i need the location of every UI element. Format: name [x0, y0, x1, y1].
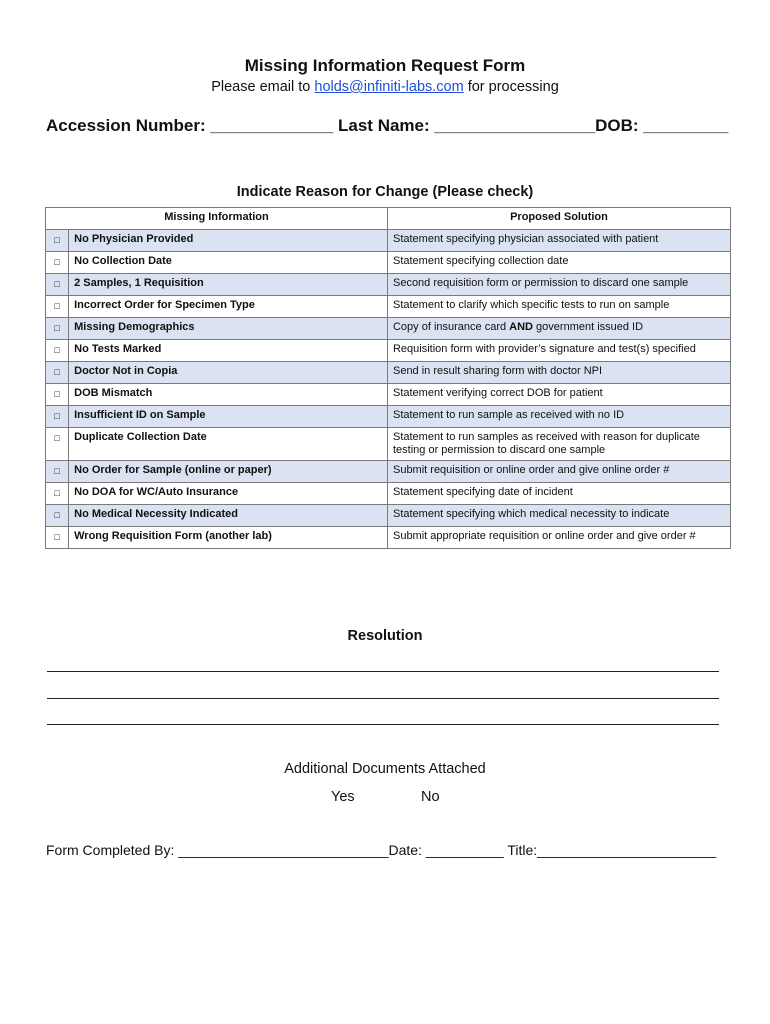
checkbox[interactable]: □ — [46, 384, 69, 406]
checkbox[interactable]: □ — [46, 274, 69, 296]
table-row — [46, 461, 731, 483]
yes-option[interactable]: Yes — [331, 789, 355, 805]
missing-information-cell: Duplicate Collection Date — [69, 428, 388, 461]
missing-information-cell: DOB Mismatch — [69, 384, 388, 406]
solution-emphasis: AND — [509, 321, 533, 333]
proposed-solution-cell: Statement to clarify which specific tests to run on sample — [387, 296, 730, 318]
missing-information-cell: No Medical Necessity Indicated — [69, 505, 388, 527]
missing-information-cell: Insufficient ID on Sample — [69, 406, 388, 428]
proposed-solution-cell: Second requisition form or permission to discard one sample — [387, 274, 730, 296]
table-row — [46, 527, 731, 549]
solution-text: government issued ID — [533, 321, 644, 333]
missing-information-cell: No Physician Provided — [69, 230, 388, 252]
missing-information-cell: Wrong Requisition Form (another lab) — [69, 527, 388, 549]
table-row — [46, 362, 731, 384]
missing-information-cell: Doctor Not in Copia — [69, 362, 388, 384]
checkbox[interactable]: □ — [46, 406, 69, 428]
proposed-solution-cell: Statement specifying physician associated with patient — [387, 230, 730, 252]
table-row — [46, 318, 731, 340]
table-row — [46, 483, 731, 505]
proposed-solution-cell: Requisition form with provider’s signature and test(s) specified — [387, 340, 730, 362]
table-row — [46, 505, 731, 527]
checkbox[interactable]: □ — [46, 483, 69, 505]
proposed-solution-cell: Send in result sharing form with doctor NPI — [387, 362, 730, 384]
proposed-solution-cell: Statement specifying date of incident — [387, 483, 730, 505]
checkbox[interactable]: □ — [46, 461, 69, 483]
missing-information-cell: No Order for Sample (online or paper) — [69, 461, 388, 483]
solution-text: Copy of insurance card — [392, 321, 510, 333]
table-row — [46, 428, 731, 461]
checkbox[interactable]: □ — [46, 505, 69, 527]
accession-line[interactable]: Accession Number: _____________ Last Name: _________________DOB: _________ — [46, 116, 729, 135]
table-row — [46, 274, 731, 296]
subtitle-prefix: Please email to — [211, 79, 315, 95]
no-option[interactable]: No — [421, 789, 440, 805]
missing-information-cell: No Tests Marked — [69, 340, 388, 362]
table-row — [46, 384, 731, 406]
resolution-heading: Resolution — [347, 628, 423, 644]
missing-information-cell: No Collection Date — [69, 252, 388, 274]
proposed-solution-cell: Statement to run samples as received with reason for duplicate testing or permission to discard one sample — [387, 428, 730, 461]
proposed-solution-cell: Statement to run sample as received with no ID — [387, 406, 730, 428]
resolution-line[interactable] — [47, 724, 719, 725]
checkbox[interactable]: □ — [46, 230, 69, 252]
missing-information-cell: No DOA for WC/Auto Insurance — [69, 483, 388, 505]
missing-information-cell: 2 Samples, 1 Requisition — [69, 274, 388, 296]
table-row — [46, 296, 731, 318]
proposed-solution-cell — [387, 318, 730, 340]
reasons-body — [46, 230, 731, 549]
checkbox[interactable]: □ — [46, 362, 69, 384]
form-subtitle — [0, 79, 770, 95]
reason-heading: Indicate Reason for Change (Please check) — [236, 184, 534, 200]
resolution-line[interactable] — [47, 698, 719, 699]
column-header-missing-information: Missing Information — [46, 208, 388, 230]
checkbox[interactable]: □ — [46, 340, 69, 362]
subtitle-suffix: for processing — [463, 79, 559, 95]
proposed-solution-cell: Statement specifying collection date — [387, 252, 730, 274]
checkbox[interactable]: □ — [46, 318, 69, 340]
checkbox[interactable]: □ — [46, 428, 69, 461]
additional-documents-heading: Additional Documents Attached — [284, 761, 486, 777]
table-row — [46, 252, 731, 274]
email-link[interactable]: holds@infiniti-labs.com — [314, 79, 464, 95]
missing-information-cell: Incorrect Order for Specimen Type — [69, 296, 388, 318]
proposed-solution-cell: Statement verifying correct DOB for patient — [387, 384, 730, 406]
resolution-line[interactable] — [47, 671, 719, 672]
form-completed-by-line[interactable]: Form Completed By: ___________________________Date: __________ Title:_______________________ — [46, 842, 717, 858]
checkbox[interactable]: □ — [46, 527, 69, 549]
table-row — [46, 340, 731, 362]
table-row — [46, 230, 731, 252]
proposed-solution-cell: Statement specifying which medical necessity to indicate — [387, 505, 730, 527]
reasons-table — [45, 207, 731, 549]
proposed-solution-cell: Submit requisition or online order and give online order # — [387, 461, 730, 483]
table-row — [46, 406, 731, 428]
checkbox[interactable]: □ — [46, 252, 69, 274]
form-title: Missing Information Request Form — [244, 56, 526, 75]
missing-information-cell: Missing Demographics — [69, 318, 388, 340]
column-header-proposed-solution: Proposed Solution — [387, 208, 730, 230]
checkbox[interactable]: □ — [46, 296, 69, 318]
proposed-solution-cell: Submit appropriate requisition or online order and give order # — [387, 527, 730, 549]
